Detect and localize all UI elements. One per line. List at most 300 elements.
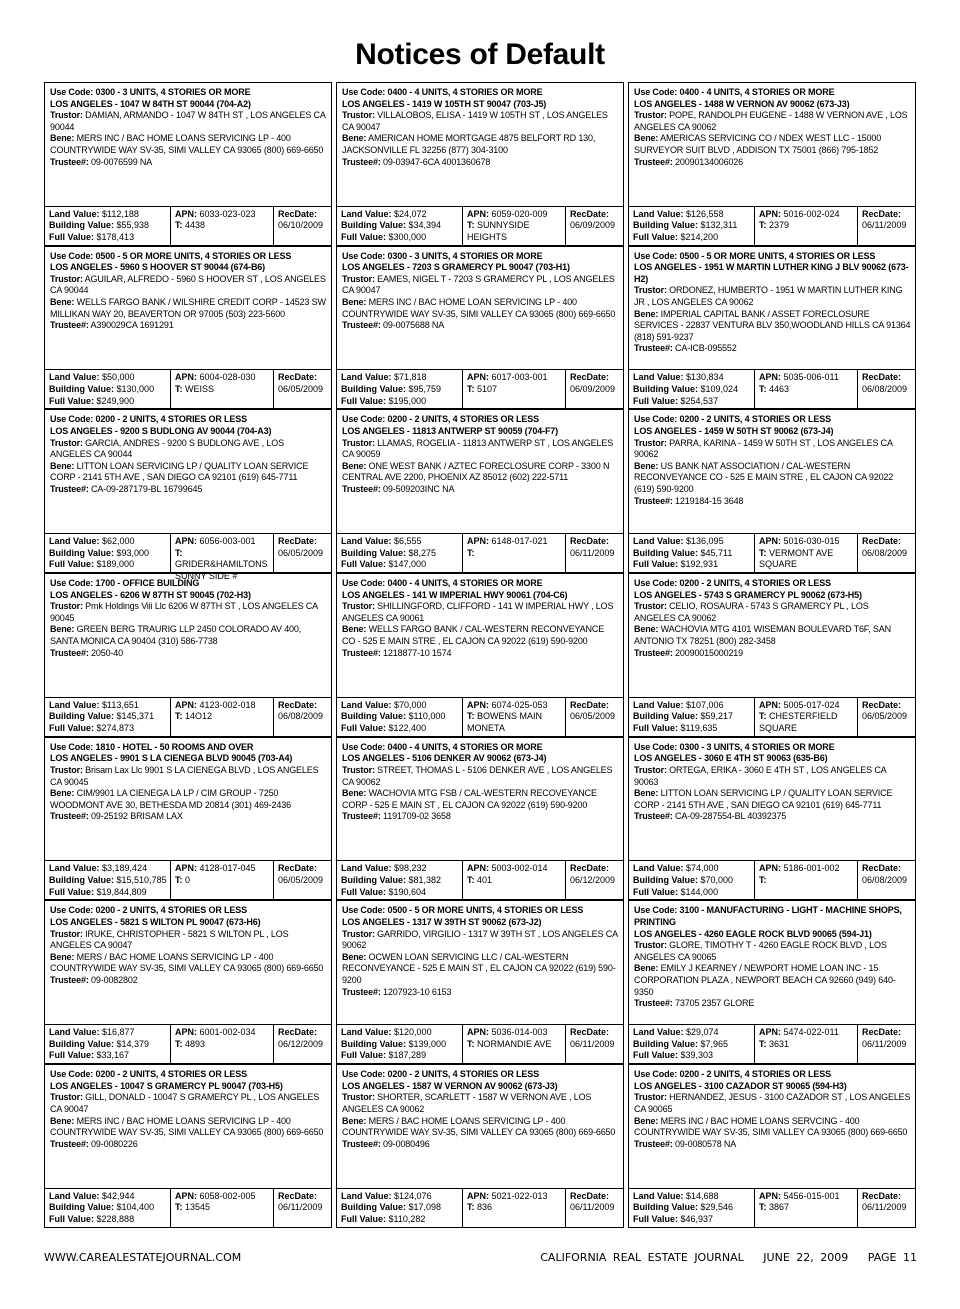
- beneficiary-value: WELLS FARGO BANK / WILSHIRE CREDIT CORP - 14523 SW MILLIKAN WAY 20, BEAVERTON OR 97005 (503) 223-5600: [50, 297, 326, 319]
- recdate-column: [274, 698, 331, 736]
- value-column: [45, 207, 171, 245]
- apn: [175, 1191, 270, 1203]
- beneficiary-label: Bene:: [50, 624, 75, 635]
- notice-values: [628, 370, 916, 409]
- full-value: [49, 559, 167, 571]
- use-code: Use Code: 0200 - 2 UNITS, 4 STORIES OR LESS: [50, 414, 247, 425]
- land-value-label: Land Value:: [633, 1190, 684, 1201]
- trustee-number-label: Trustee#:: [342, 647, 381, 658]
- beneficiary-value: WACHOVIA MTG FSB / CAL-WESTERN RECOVEYANCE CORP - 525 E MAIN ST , EL CAJON CA 92022 (619) 590-9200: [342, 788, 597, 810]
- land-value: [341, 863, 459, 875]
- notice-details: [628, 900, 916, 1025]
- notice-card: [628, 82, 916, 246]
- recdate-label: RecDate:: [862, 1190, 902, 1201]
- tract: [759, 711, 838, 733]
- trustor-value: IRUKE, CHRISTOPHER - 5821 S WILTON PL , LOS ANGELES CA 90047: [50, 928, 289, 951]
- full-value-label: Full Value:: [633, 559, 679, 570]
- tract-value: 5107: [477, 383, 498, 394]
- apn-value: 5035-006-011: [783, 372, 839, 383]
- apn-label: APN:: [759, 372, 781, 383]
- tract-label: T:: [467, 547, 475, 558]
- tract-label: T:: [467, 1038, 475, 1049]
- recdate-column: [858, 1025, 915, 1063]
- land-value-value: $3,189,424: [102, 863, 148, 874]
- value-column: [337, 534, 463, 572]
- footer-date: JUNE 22, 2009: [763, 1251, 849, 1264]
- tract-label: T:: [467, 1202, 475, 1213]
- beneficiary-label: Bene:: [342, 133, 367, 144]
- beneficiary: [634, 788, 911, 811]
- property-address: LOS ANGELES - 4260 EAGLE ROCK BLVD 90065 (594-J1): [634, 928, 872, 939]
- parcel-column: [171, 207, 274, 245]
- trustee-number-label: Trustee#:: [342, 320, 381, 331]
- land-value-value: $29,074: [686, 1027, 719, 1038]
- recdate-value: 06/08/2009: [862, 547, 908, 558]
- trustee-number-value: 09-509203INC NA: [383, 483, 455, 494]
- building-value-label: Building Value:: [341, 220, 407, 231]
- parcel-column: [171, 370, 274, 408]
- apn-value: 5186-001-002: [783, 863, 840, 874]
- beneficiary: [50, 297, 327, 320]
- building-value: [341, 548, 459, 560]
- value-column: [45, 861, 171, 899]
- notice-details: [628, 1064, 916, 1189]
- parcel-column: [171, 1189, 274, 1227]
- notice-values: [336, 1025, 624, 1064]
- trustor-label: Trustor:: [342, 273, 375, 284]
- full-value-label: Full Value:: [49, 886, 95, 897]
- recdate-column: [274, 1189, 331, 1227]
- recdate-label: RecDate:: [278, 536, 318, 547]
- parcel-column: [463, 1189, 566, 1227]
- notice-card: [336, 1064, 624, 1228]
- trustor-label: Trustor:: [50, 110, 83, 121]
- notice-values: [628, 1189, 916, 1228]
- recdate-column: [566, 861, 623, 899]
- beneficiary-value: OCWEN LOAN SERVICING LLC / CAL-WESTERN RECONVEYANCE - 525 E MAIN ST , EL CAJON CA 92022 (619) 590-9200: [342, 951, 616, 985]
- beneficiary-value: ONE WEST BANK / AZTEC FORECLOSURE CORP - 3300 N CENTRAL AVE 2200, PHOENIX AZ 85012 (602) 222-5711: [342, 460, 610, 483]
- trustor-label: Trustor:: [50, 764, 83, 775]
- land-value-label: Land Value:: [49, 208, 100, 219]
- use-code: Use Code: 0200 - 2 UNITS, 4 STORIES OR LESS: [634, 414, 831, 425]
- full-value: [633, 887, 751, 899]
- tract-label: T:: [467, 875, 475, 886]
- full-value-label: Full Value:: [49, 1050, 95, 1061]
- full-value-value: $190,604: [388, 886, 427, 897]
- property-address: LOS ANGELES - 1951 W MARTIN LUTHER KING J BLV 90062 (673-H2): [634, 262, 909, 284]
- tract-value: CHESTERFIELD SQUARE: [759, 711, 838, 733]
- full-value-value: $46,937: [680, 1214, 714, 1224]
- apn-value: 5016-002-024: [783, 208, 840, 219]
- recdate-value: 06/05/2009: [570, 711, 616, 722]
- trustor-value: Pmk Holdings Viii Llc 6206 W 87TH ST , LOS ANGELES CA 90045: [50, 601, 318, 623]
- value-column: [629, 207, 755, 245]
- value-column: [45, 534, 171, 572]
- apn: [759, 863, 854, 875]
- trustor-value: SHORTER, SCARLETT - 1587 W VERNON AVE , LOS ANGELES CA 90062: [342, 1092, 592, 1114]
- beneficiary-label: Bene:: [50, 460, 75, 471]
- notice-card: [628, 900, 916, 1064]
- land-value-label: Land Value:: [341, 699, 392, 710]
- apn: [759, 1191, 854, 1203]
- parcel-column: [755, 1189, 858, 1227]
- building-value-value: $110,000: [408, 711, 446, 722]
- trustee-number: [634, 998, 911, 1010]
- building-value: [49, 384, 167, 396]
- full-value-value: $300,000: [388, 231, 427, 242]
- apn: [467, 372, 562, 384]
- value-column: [629, 534, 755, 572]
- notice-details: [628, 737, 916, 862]
- full-value-label: Full Value:: [341, 1214, 387, 1224]
- value-column: [45, 698, 171, 736]
- notice-details: [628, 82, 916, 207]
- trustee-number-value: 20090134006026: [675, 156, 744, 167]
- beneficiary-value: LITTON LOAN SERVICING LP / QUALITY LOAN SERVICE CORP - 2141 5TH AVE , SAN DIEGO CA 92101 (619) 645-7711: [50, 460, 309, 483]
- recdate-value: 06/08/2009: [862, 383, 908, 394]
- full-value-label: Full Value:: [633, 1214, 679, 1224]
- land-value: [341, 372, 459, 384]
- tract-label: T:: [175, 875, 183, 886]
- land-value: [341, 209, 459, 221]
- value-column: [629, 698, 755, 736]
- apn: [759, 536, 854, 548]
- full-value-label: Full Value:: [633, 722, 679, 733]
- building-value-value: $7,965: [700, 1038, 729, 1049]
- land-value-value: $70,000: [394, 699, 427, 710]
- trustor-value: VILLALOBOS, ELISA - 1419 W 105TH ST , LOS ANGELES CA 90047: [342, 110, 608, 132]
- land-value: [633, 1027, 751, 1039]
- trustee-number: [50, 484, 327, 496]
- use-code: Use Code: 1810 - HOTEL - 50 ROOMS AND OVER: [50, 741, 254, 752]
- trustor: [634, 765, 911, 788]
- use-code: Use Code: 3100 - MANUFACTURING - LIGHT - MACHINE SHOPS, PRINTING: [634, 905, 902, 928]
- building-value: [49, 1039, 167, 1051]
- land-value-label: Land Value:: [633, 699, 684, 710]
- parcel-column: [171, 698, 274, 736]
- tract-label: T:: [467, 383, 475, 394]
- value-column: [337, 370, 463, 408]
- notice-values: [44, 1025, 332, 1064]
- apn-value: 5005-017-024: [783, 699, 840, 710]
- beneficiary-value: EMILY J KEARNEY / NEWPORT HOME LOAN INC - 15 CORPORATION PLAZA , NEWPORT BEACH CA 92660 (949) 640-9350: [634, 963, 896, 997]
- beneficiary-value: MERS INC / BAC HOME LOANS SERVCING - 400 COUNTRYWIDE WAY SV-35, SIMI VALLEY CA 93065 (800) 669-6650: [634, 1115, 908, 1138]
- property-address: LOS ANGELES - 6206 W 87TH ST 90045 (702-H3): [50, 589, 251, 600]
- land-value: [341, 700, 459, 712]
- beneficiary: [342, 297, 619, 320]
- building-value: [633, 1039, 751, 1051]
- land-value-label: Land Value:: [633, 1027, 684, 1038]
- trustee-number-label: Trustee#:: [342, 986, 381, 997]
- notice-details: [44, 246, 332, 371]
- full-value: [49, 1050, 167, 1062]
- apn-value: 6001-002-034: [199, 1027, 256, 1038]
- parcel-column: [463, 370, 566, 408]
- apn-label: APN:: [759, 208, 781, 219]
- notice-values: [628, 1025, 916, 1064]
- beneficiary-value: MERS / BAC HOME LOANS SERVICING LP - 400 COUNTRYWIDE WAY SV-35, SIMI VALLEY CA 93065 (800) 669-6650: [50, 951, 324, 974]
- use-code: Use Code: 0200 - 2 UNITS, 4 STORIES OR LESS: [634, 578, 831, 589]
- land-value: [49, 1027, 167, 1039]
- notice-details: [628, 409, 916, 534]
- full-value-label: Full Value:: [49, 559, 95, 570]
- apn-value: 5474-022-011: [783, 1027, 839, 1038]
- land-value: [49, 1191, 167, 1203]
- beneficiary: [342, 952, 619, 987]
- use-code: Use Code: 0500 - 5 OR MORE UNITS, 4 STORIES OR LESS: [50, 250, 292, 261]
- tract-value: 14O12: [185, 711, 213, 722]
- building-value-value: $81,382: [408, 875, 442, 886]
- beneficiary-label: Bene:: [342, 297, 367, 308]
- building-value-label: Building Value:: [633, 875, 699, 886]
- building-value: [49, 220, 167, 232]
- apn-value: 6017-003-001: [491, 372, 548, 383]
- notice-values: [628, 534, 916, 573]
- tract-value: SUNNYSIDE HEIGHTS: [467, 220, 530, 242]
- land-value-value: $112,188: [102, 208, 139, 219]
- beneficiary-value: WELLS FARGO BANK / CAL-WESTERN RECONVEYANCE CO - 525 E MAIN STRE , EL CAJON CA 92022 (619) 590-9200: [342, 624, 605, 647]
- tract-label: T:: [759, 383, 767, 394]
- beneficiary-label: Bene:: [634, 308, 659, 319]
- trustor: [634, 940, 911, 963]
- beneficiary: [50, 1116, 327, 1139]
- beneficiary-value: CIM/9901 LA CIENEGA LA LP / CIM GROUP - 7250 WOODMONT AVE 30, BETHESDA MD 20814 (301) 469-2436: [50, 788, 291, 810]
- trustee-number-label: Trustee#:: [342, 156, 381, 167]
- full-value-label: Full Value:: [49, 231, 95, 242]
- trustee-number: [634, 343, 911, 355]
- apn: [467, 536, 562, 548]
- notice-details: [44, 409, 332, 534]
- trustee-number: [342, 1139, 619, 1151]
- trustee-number: [50, 1139, 327, 1151]
- building-value: [341, 220, 459, 232]
- notice-card: [336, 82, 624, 246]
- trustor-label: Trustor:: [50, 928, 83, 939]
- apn-label: APN:: [175, 863, 197, 874]
- apn-label: APN:: [467, 1190, 489, 1201]
- full-value-value: $33,167: [96, 1050, 130, 1061]
- apn-label: APN:: [175, 536, 197, 547]
- building-value: [341, 384, 459, 396]
- tract: [467, 548, 475, 558]
- notice-card: [44, 900, 332, 1064]
- value-column: [45, 1025, 171, 1063]
- trustee-number: [634, 157, 911, 169]
- tract-value: 401: [477, 875, 493, 886]
- use-code: Use Code: 0400 - 4 UNITS, 4 STORIES OR MORE: [342, 87, 543, 97]
- apn: [175, 372, 270, 384]
- parcel-column: [463, 1025, 566, 1063]
- apn-label: APN:: [759, 699, 781, 710]
- recdate-label: RecDate:: [570, 699, 610, 710]
- notice-values: [336, 1189, 624, 1228]
- recdate-label: RecDate:: [570, 1190, 610, 1201]
- recdate-value: 06/11/2009: [862, 1202, 907, 1213]
- notice-card: [628, 737, 916, 901]
- full-value: [633, 723, 751, 735]
- full-value-value: $254,537: [680, 395, 719, 406]
- recdate-label: RecDate:: [862, 1027, 902, 1038]
- apn-value: 5036-014-003: [491, 1027, 548, 1038]
- land-value-value: $71,818: [394, 372, 427, 383]
- building-value-label: Building Value:: [633, 1038, 699, 1049]
- footer-website[interactable]: WWW.CAREALESTATEJOURNAL.COM: [44, 1251, 242, 1264]
- trustee-number-value: 09-03947-6CA 4001360678: [383, 156, 491, 167]
- notice-values: [336, 370, 624, 409]
- tract-label: T:: [175, 220, 183, 231]
- apn-value: 4128-017-045: [199, 863, 256, 874]
- notice-card: [336, 573, 624, 737]
- notice-values: [336, 534, 624, 573]
- trustor-value: AGUILAR, ALFREDO - 5960 S HOOVER ST , LOS ANGELES CA 90044: [50, 273, 326, 296]
- use-code: Use Code: 0200 - 2 UNITS, 4 STORIES OR LESS: [342, 414, 539, 425]
- beneficiary-label: Bene:: [342, 460, 367, 471]
- use-code: Use Code: 0300 - 3 UNITS, 4 STORIES OR MORE: [50, 87, 251, 97]
- trustor-value: ORTEGA, ERIKA - 3060 E 4TH ST , LOS ANGELES CA 90063: [634, 764, 887, 787]
- property-address: LOS ANGELES - 7203 S GRAMERCY PL 90047 (703-H1): [342, 262, 570, 273]
- tract-value: NORMANDIE AVE: [477, 1038, 552, 1049]
- property-address: LOS ANGELES - 1317 W 39TH ST 90062 (673-J2): [342, 917, 542, 928]
- full-value-label: Full Value:: [49, 722, 95, 733]
- beneficiary-value: MERS INC / BAC HOME LOANS SERVICING LP - 400 COUNTRYWIDE WAY SV-35, SIMI VALLEY CA 93065 (800) 669-6650: [50, 1115, 324, 1138]
- trustor: [342, 601, 619, 624]
- tract: [759, 384, 789, 394]
- trustee-number-label: Trustee#:: [634, 998, 673, 1009]
- beneficiary-label: Bene:: [50, 951, 75, 962]
- trustor: [634, 438, 911, 461]
- building-value-value: $139,000: [408, 1038, 447, 1049]
- trustor: [342, 438, 619, 461]
- apn: [175, 209, 270, 221]
- trustee-number-label: Trustee#:: [634, 343, 673, 354]
- tract-label: T:: [759, 547, 767, 558]
- building-value-label: Building Value:: [49, 383, 115, 394]
- recdate-label: RecDate:: [570, 863, 610, 874]
- full-value-value: $214,200: [680, 231, 719, 242]
- notice-card: [336, 246, 624, 410]
- use-code: Use Code: 0500 - 5 OR MORE UNITS, 4 STORIES OR LESS: [634, 250, 876, 261]
- full-value-value: $110,282: [388, 1214, 426, 1224]
- full-value-label: Full Value:: [341, 559, 387, 570]
- building-value: [49, 875, 167, 887]
- building-value: [633, 875, 751, 887]
- recdate-value: 06/11/2009: [570, 1038, 615, 1049]
- trustee-number-label: Trustee#:: [634, 811, 673, 822]
- recdate-label: RecDate:: [862, 536, 902, 547]
- property-address: LOS ANGELES - 1587 W VERNON AV 90062 (673-J3): [342, 1080, 558, 1091]
- use-code: Use Code: 0400 - 4 UNITS, 4 STORIES OR MORE: [634, 87, 835, 97]
- footer-publication: CALIFORNIA REAL ESTATE JOURNAL: [540, 1251, 744, 1264]
- recdate-value: 06/09/2009: [570, 220, 616, 231]
- tract-value: 3867: [769, 1202, 790, 1213]
- beneficiary-value: MERS INC / BAC HOME LOAN SERVICING LP - 400 COUNTRYWIDE WAY SV-35, SIMI VALLEY CA 93065 (800) 669-6650: [342, 297, 616, 319]
- building-value-label: Building Value:: [633, 220, 699, 231]
- recdate-column: [566, 1189, 623, 1227]
- recdate-column: [566, 1025, 623, 1063]
- trustee-number-value: 1207923-10 6153: [383, 986, 452, 997]
- value-column: [337, 1189, 463, 1227]
- notice-values: [336, 207, 624, 246]
- land-value-label: Land Value:: [341, 1027, 392, 1038]
- apn: [759, 1027, 854, 1039]
- full-value-label: Full Value:: [341, 231, 387, 242]
- building-value-label: Building Value:: [341, 1202, 407, 1213]
- recdate-value: 06/12/2009: [570, 875, 616, 886]
- notice-details: [44, 1064, 332, 1189]
- building-value-label: Building Value:: [341, 1038, 407, 1049]
- use-code: Use Code: 0400 - 4 UNITS, 4 STORIES OR MORE: [342, 578, 543, 589]
- tract-value: VERMONT AVE SQUARE: [759, 547, 834, 570]
- apn-label: APN:: [175, 372, 197, 383]
- building-value-label: Building Value:: [341, 383, 407, 394]
- trustor-value: EAMES, NIGEL T - 7203 S GRAMERCY PL , LOS ANGELES CA 90047: [342, 273, 615, 296]
- trustor-label: Trustor:: [50, 273, 83, 284]
- trustor: [634, 601, 911, 624]
- trustor-label: Trustor:: [634, 601, 667, 612]
- tract: [759, 1039, 789, 1049]
- apn-label: APN:: [467, 536, 489, 547]
- trustee-number-value: A390029CA 1691291: [90, 320, 174, 331]
- full-value-value: $19,844,809: [96, 886, 147, 897]
- beneficiary: [634, 1116, 911, 1139]
- notice-card: [44, 573, 332, 737]
- trustor: [342, 929, 619, 952]
- building-value-label: Building Value:: [341, 711, 407, 722]
- use-code: Use Code: 0200 - 2 UNITS, 4 STORIES OR LESS: [342, 1069, 539, 1080]
- full-value-label: Full Value:: [633, 886, 679, 897]
- beneficiary-label: Bene:: [50, 133, 75, 144]
- full-value-label: Full Value:: [49, 1214, 95, 1224]
- notice-card: [44, 246, 332, 410]
- full-value-value: $274,873: [96, 722, 135, 733]
- notice-details: [336, 573, 624, 698]
- tract: [759, 1202, 789, 1212]
- trustor: [50, 274, 327, 297]
- recdate-column: [858, 370, 915, 408]
- beneficiary-label: Bene:: [50, 788, 75, 799]
- notice-values: [44, 1189, 332, 1228]
- notice-details: [44, 82, 332, 207]
- use-code: Use Code: 0200 - 2 UNITS, 4 STORIES OR LESS: [50, 905, 247, 916]
- building-value-value: $14,379: [116, 1038, 150, 1049]
- building-value-value: $59,217: [700, 711, 734, 722]
- land-value-value: $62,000: [102, 536, 135, 547]
- beneficiary-label: Bene:: [342, 951, 367, 962]
- trustee-number-value: 20090015000219: [675, 647, 744, 658]
- property-address: LOS ANGELES - 5106 DENKER AV 90062 (673-J4): [342, 753, 547, 764]
- trustee-number: [634, 496, 911, 508]
- notices-grid: [44, 82, 917, 1228]
- tract-label: T:: [759, 1202, 767, 1213]
- full-value-value: $39,303: [680, 1050, 714, 1061]
- beneficiary: [342, 461, 619, 484]
- full-value-value: $178,413: [96, 231, 135, 242]
- value-column: [45, 1189, 171, 1227]
- recdate-label: RecDate:: [862, 372, 902, 383]
- trustee-number-label: Trustee#:: [342, 1138, 381, 1149]
- parcel-column: [463, 861, 566, 899]
- full-value: [341, 1050, 459, 1062]
- building-value: [341, 1039, 459, 1051]
- notice-values: [44, 861, 332, 900]
- land-value: [341, 1191, 459, 1203]
- full-value-value: $122,400: [388, 722, 427, 733]
- full-value: [341, 232, 459, 244]
- building-value: [49, 548, 167, 560]
- land-value: [633, 1191, 751, 1203]
- full-value: [341, 396, 459, 408]
- recdate-value: 06/10/2009: [278, 220, 324, 231]
